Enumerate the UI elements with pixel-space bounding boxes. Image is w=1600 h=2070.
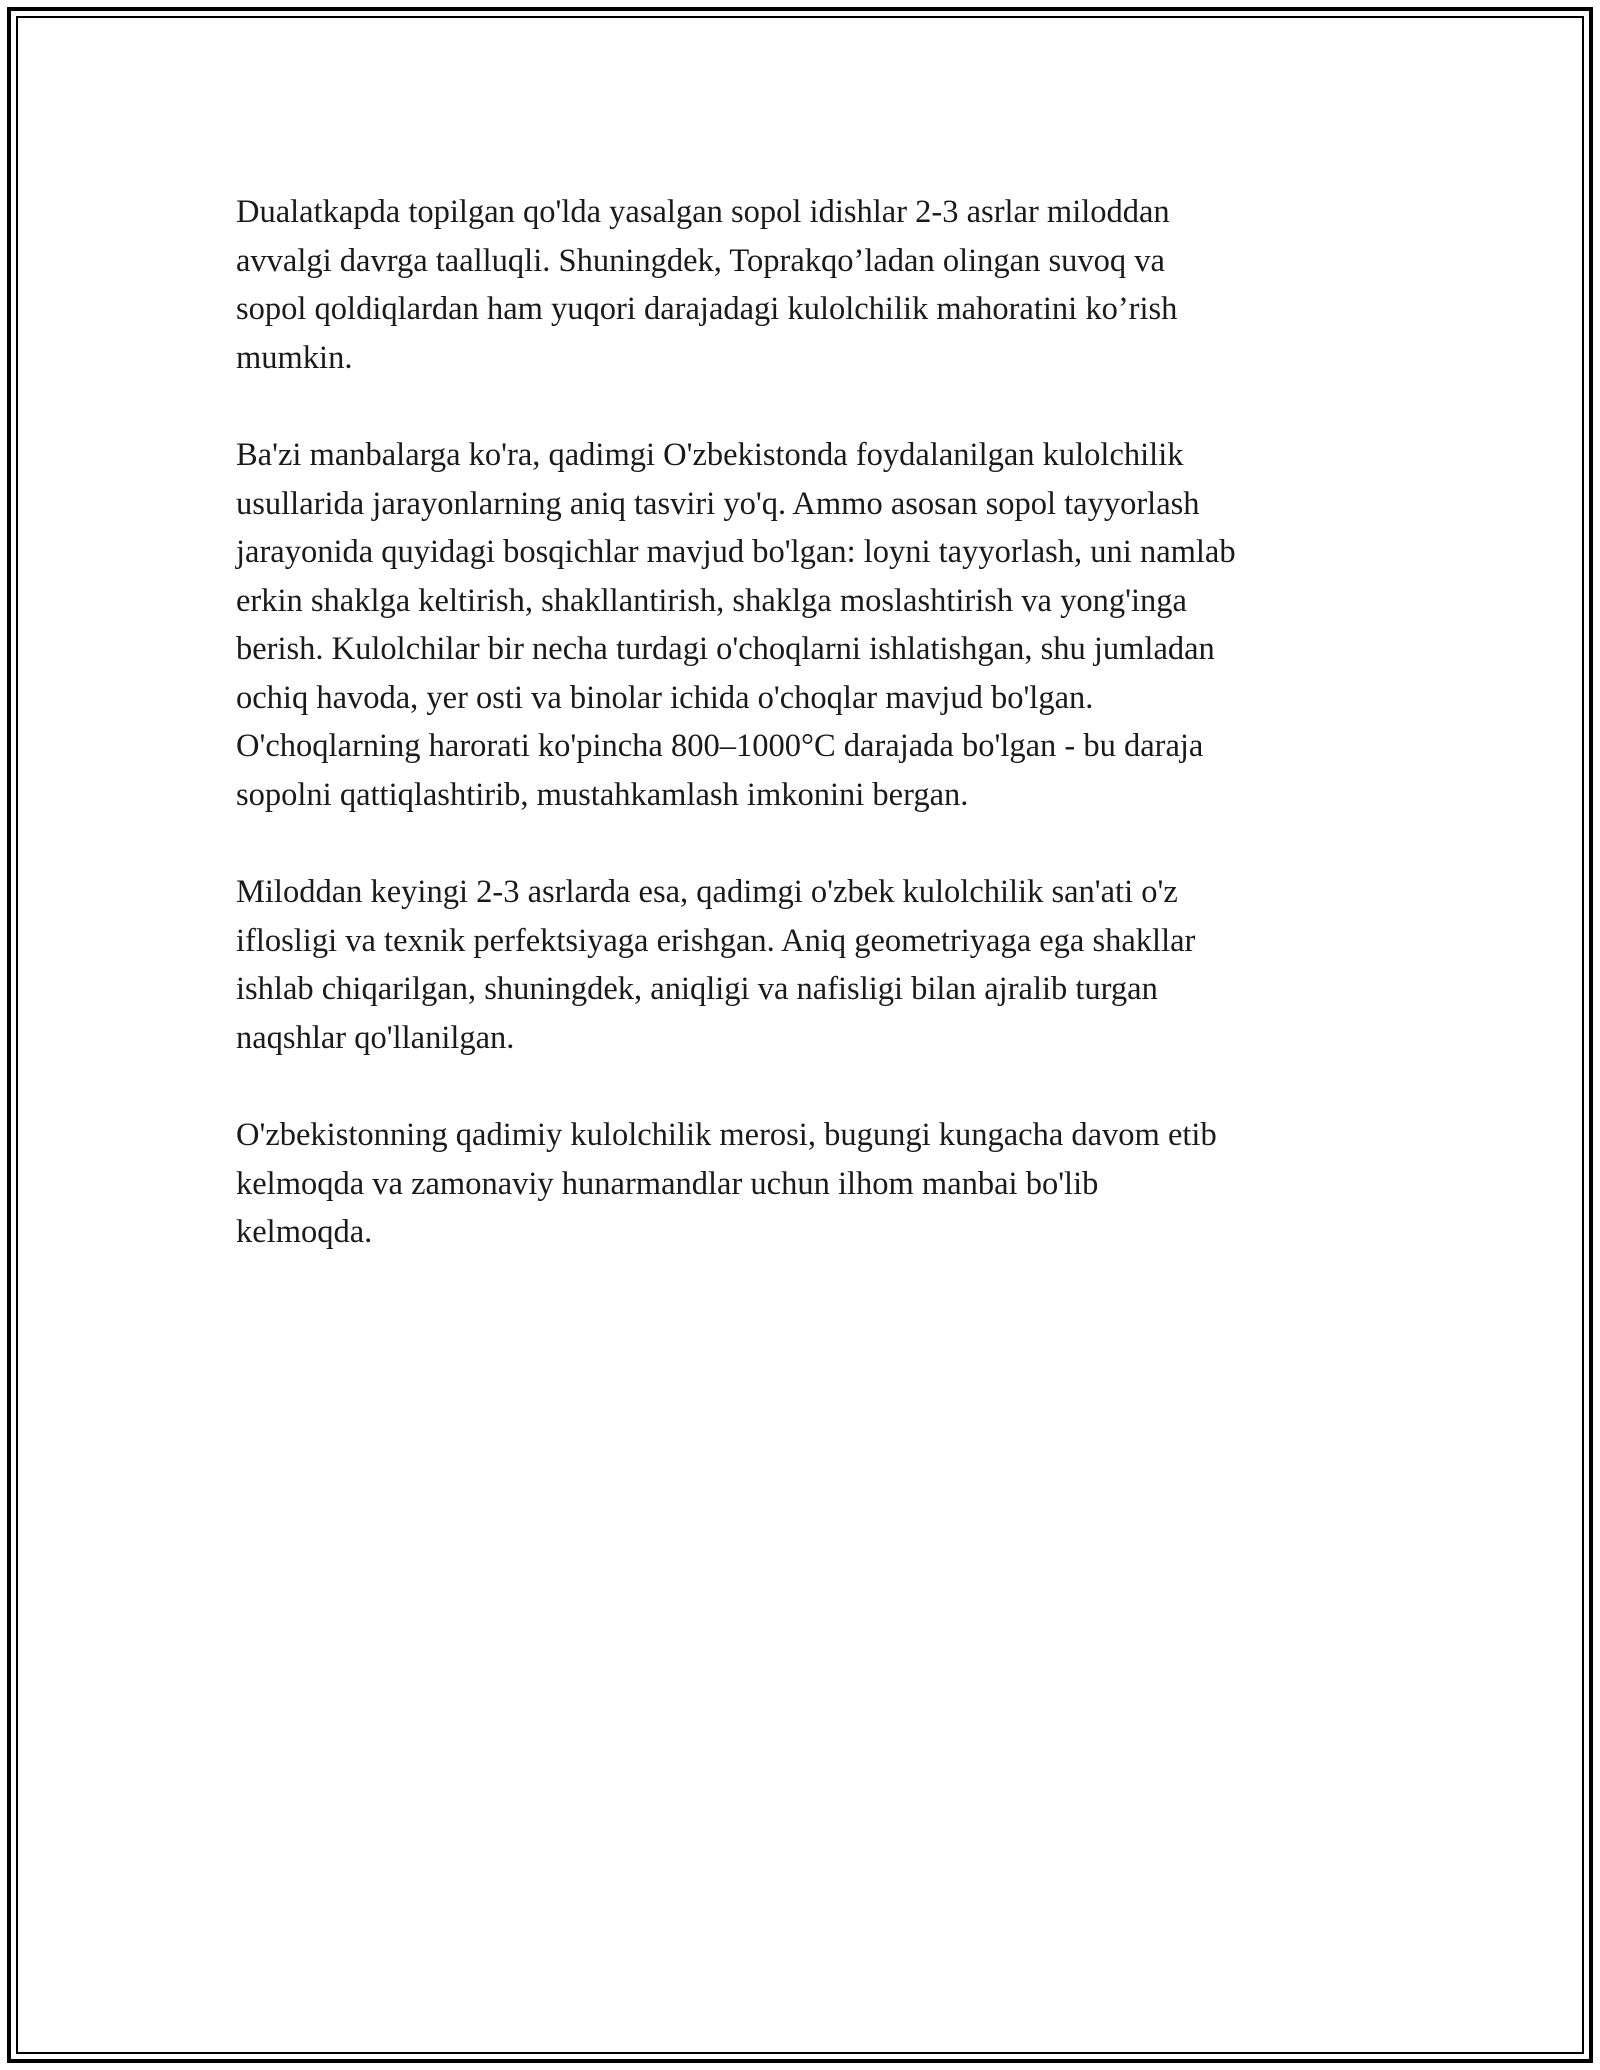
text-line: kelmoqda. bbox=[236, 1214, 373, 1250]
text-line: Ba'zi manbalarga ko'ra, qadimgi O'zbekistonda foydalanilgan kulolchilik bbox=[236, 437, 1184, 473]
text-line: iflosligi va texnik perfektsiyaga erishgan. Aniq geometriyaga ega shakllar bbox=[236, 922, 1196, 959]
text-line: ishlab chiqarilgan, shuningdek, aniqligi va nafisligi bilan ajralib turgan bbox=[236, 971, 1158, 1007]
text-line: sopol qoldiqlardan ham yuqori darajadagi kulolchilik mahoratini ko’rish bbox=[236, 291, 1178, 327]
document-body bbox=[236, 188, 1376, 1306]
text-line: kelmoqda va zamonaviy hunarmandlar uchun ilhom manbai bo'lib bbox=[236, 1165, 1099, 1202]
text-line: O'choqlarning harorati ko'pincha 800–1000°C darajada bo'lgan - bu daraja bbox=[236, 728, 1204, 764]
paragraph-1 bbox=[236, 188, 1376, 382]
text-line: jarayonida quyidagi bosqichlar mavjud bo'lgan: loyni tayyorlash, uni namlab bbox=[236, 534, 1236, 570]
paragraph-2 bbox=[236, 431, 1376, 819]
text-line: usullarida jarayonlarning aniq tasviri yo'q. Ammo asosan sopol tayyorlash bbox=[236, 485, 1200, 522]
text-line: O'zbekistonning qadimiy kulolchilik merosi, bugungi kungacha davom etib bbox=[236, 1117, 1217, 1153]
paragraph-4 bbox=[236, 1111, 1376, 1257]
text-line: berish. Kulolchilar bir necha turdagi o'choqlarni ishlatishgan, shu jumladan bbox=[236, 631, 1215, 667]
paragraph-3 bbox=[236, 868, 1376, 1062]
text-line: Miloddan keyingi 2-3 asrlarda esa, qadimgi o'zbek kulolchilik san'ati o'z bbox=[236, 874, 1178, 910]
text-line: mumkin. bbox=[236, 339, 353, 376]
text-line: sopolni qattiqlashtirib, mustahkamlash imkonini bergan. bbox=[236, 776, 969, 813]
text-line: ochiq havoda, yer osti va binolar ichida o'choqlar mavjud bo'lgan. bbox=[236, 679, 1094, 716]
text-line: naqshlar qo'llanilgan. bbox=[236, 1019, 515, 1056]
text-line: Dualatkapda topilgan qo'lda yasalgan sopol idishlar 2-3 asrlar miloddan bbox=[236, 194, 1170, 230]
text-line: avvalgi davrga taalluqli. Shuningdek, Toprakqo’ladan olingan suvoq va bbox=[236, 242, 1165, 279]
text-line: erkin shaklga keltirish, shakllantirish, shaklga moslashtirish va yong'inga bbox=[236, 582, 1187, 619]
